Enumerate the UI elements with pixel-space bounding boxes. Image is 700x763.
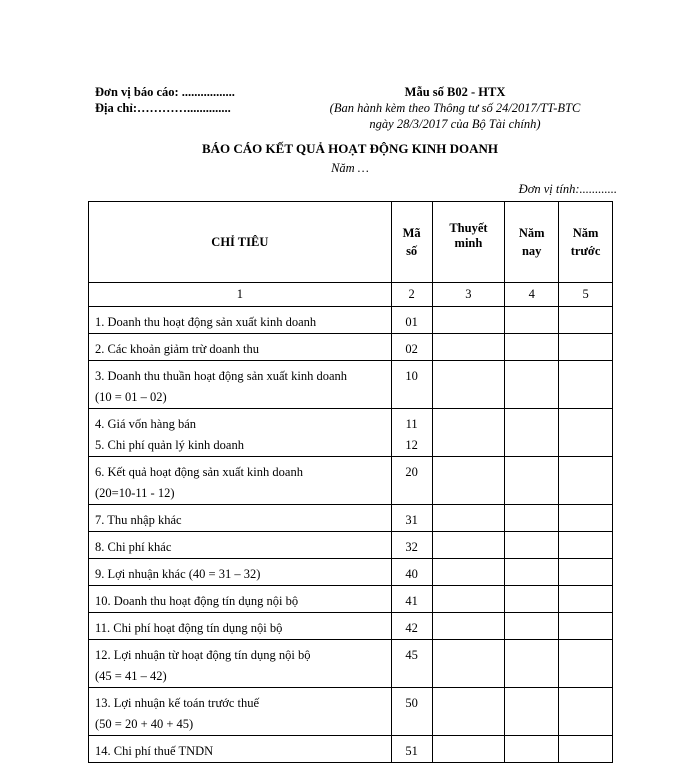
code-label: 51 — [405, 744, 418, 758]
indicator-label: 13. Lợi nhuận kế toán trước thuế — [95, 696, 260, 710]
indicator-label: 6. Kết quả hoạt động sản xuất kinh doanh — [95, 465, 303, 479]
table-row — [89, 559, 613, 586]
indicator-cell — [89, 457, 392, 505]
table-row — [89, 613, 613, 640]
form-note-line-1: (Ban hành kèm theo Thông tư số 24/2017/TT-BTC — [329, 101, 581, 115]
column-number: 1 — [89, 283, 392, 307]
prev-year-cell[interactable] — [559, 457, 613, 505]
note-cell[interactable] — [432, 457, 505, 505]
column-number: 2 — [391, 283, 432, 307]
note-cell[interactable] — [432, 505, 505, 532]
indicator-cell — [89, 532, 392, 559]
code-label: 02 — [405, 342, 418, 356]
this-year-cell[interactable] — [505, 688, 559, 736]
code-cell — [391, 334, 432, 361]
prev-year-cell[interactable] — [559, 688, 613, 736]
indicator-label: 14. Chi phí thuế TNDN — [95, 744, 214, 758]
table-header-row — [89, 202, 613, 283]
prev-year-cell[interactable] — [559, 559, 613, 586]
header-indicator: CHỈ TIÊU — [89, 202, 392, 283]
code-cell — [391, 586, 432, 613]
reporting-unit-label: Đơn vị báo cáo: ................. — [95, 85, 235, 99]
indicator-cell — [89, 307, 392, 334]
prev-year-cell[interactable] — [559, 640, 613, 688]
code-label: 50 — [405, 696, 418, 710]
indicator-label: (10 = 01 – 02) — [95, 390, 167, 404]
code-label: 20 — [405, 465, 418, 479]
table-row — [89, 736, 613, 763]
code-cell — [391, 736, 432, 763]
code-label: 31 — [405, 513, 418, 527]
indicator-label: 12. Lợi nhuận từ hoạt động tín dụng nội bộ — [95, 648, 311, 662]
note-cell[interactable] — [432, 532, 505, 559]
table-row — [89, 307, 613, 334]
report-title: BÁO CÁO KẾT QUẢ HOẠT ĐỘNG KINH DOANH — [201, 141, 499, 156]
this-year-cell[interactable] — [505, 307, 559, 334]
prev-year-cell[interactable] — [559, 505, 613, 532]
prev-year-cell[interactable] — [559, 361, 613, 409]
table-row — [89, 457, 613, 505]
indicator-label: (45 = 41 – 42) — [95, 669, 167, 683]
indicator-cell — [89, 736, 392, 763]
report-year: Năm … — [331, 161, 369, 175]
code-label: 45 — [405, 648, 418, 662]
column-number-row — [89, 283, 613, 307]
code-label: 10 — [405, 369, 418, 383]
note-cell[interactable] — [432, 736, 505, 763]
indicator-label: (20=10-11 - 12) — [95, 486, 175, 500]
prev-year-cell[interactable] — [559, 409, 613, 457]
code-cell — [391, 409, 432, 457]
indicator-cell — [89, 334, 392, 361]
indicator-label: 3. Doanh thu thuần hoạt động sản xuất kinh doanh — [95, 369, 348, 383]
this-year-cell[interactable] — [505, 505, 559, 532]
form-code: Mẫu số B02 - HTX — [404, 85, 506, 99]
form-note-line-2: ngày 28/3/2017 của Bộ Tài chính) — [369, 117, 541, 131]
note-cell[interactable] — [432, 409, 505, 457]
code-label: 42 — [405, 621, 418, 635]
code-label: 11 — [405, 417, 418, 431]
indicator-label: 10. Doanh thu hoạt động tín dụng nội bộ — [95, 594, 299, 608]
prev-year-cell[interactable] — [559, 613, 613, 640]
code-cell — [391, 307, 432, 334]
prev-year-cell[interactable] — [559, 736, 613, 763]
indicator-label: 1. Doanh thu hoạt động sản xuất kinh doanh — [95, 315, 317, 329]
this-year-cell[interactable] — [505, 613, 559, 640]
indicator-label: (50 = 20 + 40 + 45) — [95, 717, 194, 731]
code-label: 32 — [405, 540, 418, 554]
column-number: 4 — [505, 283, 559, 307]
header-code: Mã số — [391, 202, 432, 283]
indicator-label: 4. Giá vốn hàng bán — [95, 417, 197, 431]
code-cell — [391, 361, 432, 409]
note-cell[interactable] — [432, 361, 505, 409]
indicator-cell — [89, 688, 392, 736]
code-label: 01 — [405, 315, 418, 329]
this-year-cell[interactable] — [505, 640, 559, 688]
this-year-cell[interactable] — [505, 457, 559, 505]
indicator-cell — [89, 586, 392, 613]
table-row — [89, 361, 613, 409]
note-cell[interactable] — [432, 688, 505, 736]
note-cell[interactable] — [432, 334, 505, 361]
note-cell[interactable] — [432, 307, 505, 334]
indicator-cell — [89, 361, 392, 409]
column-number: 5 — [559, 283, 613, 307]
code-cell — [391, 613, 432, 640]
this-year-cell[interactable] — [505, 736, 559, 763]
indicator-cell — [89, 505, 392, 532]
indicator-label: 11. Chi phí hoạt động tín dụng nội bộ — [95, 621, 283, 635]
code-label: 12 — [405, 438, 418, 452]
indicator-label: 9. Lợi nhuận khác (40 = 31 – 32) — [95, 567, 261, 581]
code-cell — [391, 457, 432, 505]
indicator-cell — [89, 409, 392, 457]
code-cell — [391, 559, 432, 586]
code-cell — [391, 505, 432, 532]
income-statement-table — [88, 201, 613, 763]
code-label: 40 — [405, 567, 418, 581]
report-header-right — [300, 84, 610, 132]
code-cell — [391, 688, 432, 736]
prev-year-cell[interactable] — [559, 532, 613, 559]
indicator-label: 8. Chi phí khác — [95, 540, 172, 554]
table-row — [89, 334, 613, 361]
this-year-cell[interactable] — [505, 409, 559, 457]
table-row — [89, 640, 613, 688]
table-row — [89, 586, 613, 613]
note-cell[interactable] — [432, 613, 505, 640]
indicator-cell — [89, 640, 392, 688]
indicator-cell — [89, 613, 392, 640]
indicator-label: 7. Thu nhập khác — [95, 513, 182, 527]
this-year-cell[interactable] — [505, 586, 559, 613]
code-label: 41 — [405, 594, 418, 608]
address-label: Địa chỉ:………….............. — [95, 101, 231, 115]
this-year-cell[interactable] — [505, 559, 559, 586]
indicator-label: 5. Chi phí quản lý kinh doanh — [95, 438, 244, 452]
header-prev-year: Năm trước — [559, 202, 613, 283]
table-row — [89, 409, 613, 457]
indicator-label: 2. Các khoản giảm trừ doanh thu — [95, 342, 260, 356]
this-year-cell[interactable] — [505, 334, 559, 361]
report-header-left — [95, 84, 235, 116]
note-cell[interactable] — [432, 586, 505, 613]
this-year-cell[interactable] — [505, 361, 559, 409]
prev-year-cell[interactable] — [559, 307, 613, 334]
indicator-cell — [89, 559, 392, 586]
header-note: Thuyết minh — [432, 202, 505, 283]
note-cell[interactable] — [432, 559, 505, 586]
table-row — [89, 505, 613, 532]
prev-year-cell[interactable] — [559, 334, 613, 361]
note-cell[interactable] — [432, 640, 505, 688]
column-number: 3 — [432, 283, 505, 307]
this-year-cell[interactable] — [505, 532, 559, 559]
code-cell — [391, 640, 432, 688]
table-row — [89, 532, 613, 559]
currency-unit: Đơn vị tính:............ — [518, 182, 617, 196]
header-this-year: Năm nay — [505, 202, 559, 283]
prev-year-cell[interactable] — [559, 586, 613, 613]
code-cell — [391, 532, 432, 559]
table-row — [89, 688, 613, 736]
